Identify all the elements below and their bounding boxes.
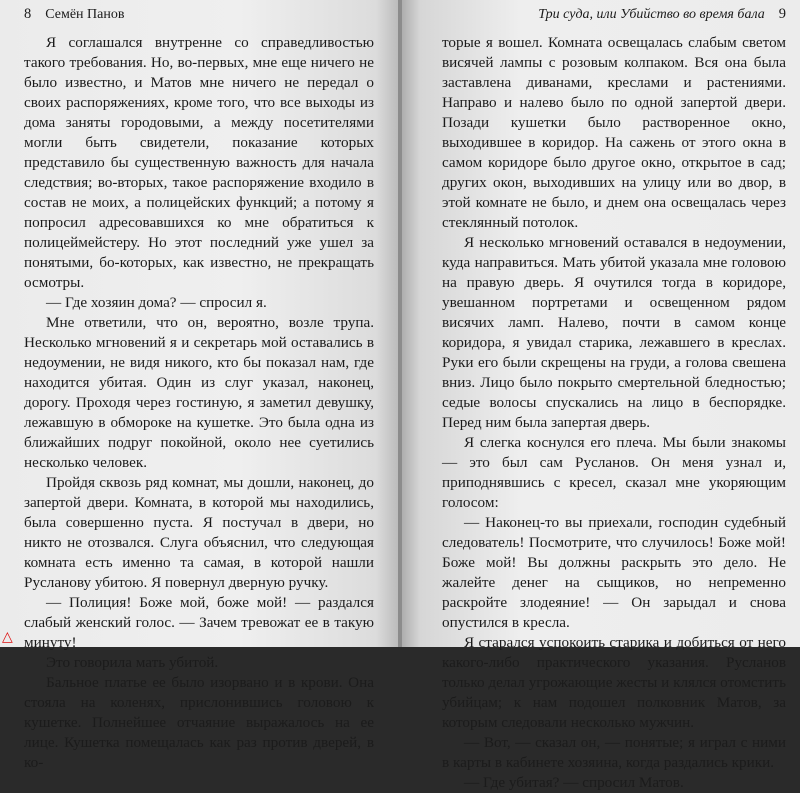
paragraph: Пройдя сквозь ряд комнат, мы дошли, наконец, до запертой двери. Комната, в которой мы находились, была совершенно пуста. Я постучал в двери, но никто не отозвался. Слуга объяснил, что следующая комната есть именно та самая, в которой нашли Русланову убитою. Я повернул дверную ручку. xyxy=(24,474,374,591)
paragraph: — Где хозяин дома? — спросил я. xyxy=(46,294,267,311)
right-page xyxy=(400,0,800,791)
left-page-text xyxy=(24,33,374,773)
paragraph: Это говорила мать убитой. xyxy=(46,654,219,671)
paragraph: Бальное платье ее было изорвано и в крови. Она стояла на коленях, прислонившись головою к кушетке. Полнейшее отчаяние выражалось на ее лице. Кушетка помещалась как раз против дверей, в ко- xyxy=(24,674,374,771)
right-page-header xyxy=(442,0,786,28)
right-page-text xyxy=(442,33,786,793)
paragraph: — Полиция! Боже мой, боже мой! — раздался слабый женский голос. — Зачем тревожат ее в такую минуту! xyxy=(24,594,374,651)
paragraph: Я старался успокоить старика и добиться от него какого-либо практического указания. Русланов только делал угрожающие жесты и клялся отомстить убийцам; к нам подошел полковник Матов, за которым следовали несколько мужчин. xyxy=(442,634,786,731)
right-page-number: 9 xyxy=(778,6,786,22)
right-running-head: Три суда, или Убийство во время бала xyxy=(538,7,765,22)
paragraph: Я слегка коснулся его плеча. Мы были знакомы — это был сам Русланов. Он меня узнал и, приподнявшись с кресел, сказал мне укоряющим голосом: xyxy=(442,434,786,511)
paragraph: Я соглашался внутренне со справедливостью такого требования. Но, во-первых, мне еще ничего не было известно, и Матов мне ничего не передал о своих распоряжениях, кроме того, что все выходы из дома заняты городовыми, а между посетителями могли быть свидетели, показание которых представило бы существенную важность для начала следствия; во-вторых, такое распоряжение входило в состав не моих, а полицейских функций; а потому я попросил адресовавшихся ко мне обратиться к полицеймейстеру. Но этот последний уже ушел за понятыми, бо-которых, как известно, не прекращать осмотры. xyxy=(24,34,374,291)
paragraph: — Наконец-то вы приехали, господин судебный следователь! Посмотрите, что случилось! Боже мой! Боже мой! Вы должны раскрыть это дело. Не жалейте денег на сыщиков, но непременно раскройте злодеяние! — Он зарыдал и снова опустился в кресла. xyxy=(442,514,786,631)
paragraph: торые я вошел. Комната освещалась слабым светом висячей лампы с розовым колпаком. Вся она была заставлена диванами, креслами и растениями. Направо и налево было по одной запертой двери. Позади кушетки было растворенное окно, выходившее в коридор. На сажень от этого окна в самом коридоре было другое окно, открытое в сад; других окон, выходивших на улицу или во двор, в этой комнате не было, и днем она освещалась через стеклянный потолок. xyxy=(442,34,786,231)
paragraph: Я несколько мгновений оставался в недоумении, куда направиться. Мать убитой указала мне головою на правую дверь. Я очутился тогда в коридоре, увешанном портретами и освещенном рядом висячих ламп. Налево, почти в самом конце коридора, я увидал старика, лежавшего в креслах. Руки его были скрещены на груди, а голова свешена вниз. Лицо было покрыто смертельной бледностью; седые волосы спускались на лицо в беспорядке. Перед ним была запертая дверь. xyxy=(442,234,786,431)
paragraph: — Вот, — сказал он, — понятые; я играл с ними в карты в кабинете хозяина, когда раздались крики. xyxy=(442,734,786,771)
left-page-header xyxy=(24,0,374,28)
left-page-number: 8 xyxy=(24,6,32,22)
paragraph: — Где убитая? — спросил Матов. xyxy=(464,774,684,791)
left-page xyxy=(0,0,400,771)
left-running-head: Семён Панов xyxy=(45,7,125,22)
corner-mark-icon: △ xyxy=(2,629,13,645)
book-gutter xyxy=(398,0,402,647)
paragraph: Мне ответили, что он, вероятно, возле трупа. Несколько мгновений я и секретарь мой оставались в недоумении, не видя никого, кто бы показал нам, где находится убитая. Один из слуг указал, наконец, дорогу. Проходя через гостиную, я заметил девушку, лежавшую в обмороке на кушетке. Это была одна из ближайших подруг покойной, около нее суетились несколько человек. xyxy=(24,314,374,471)
